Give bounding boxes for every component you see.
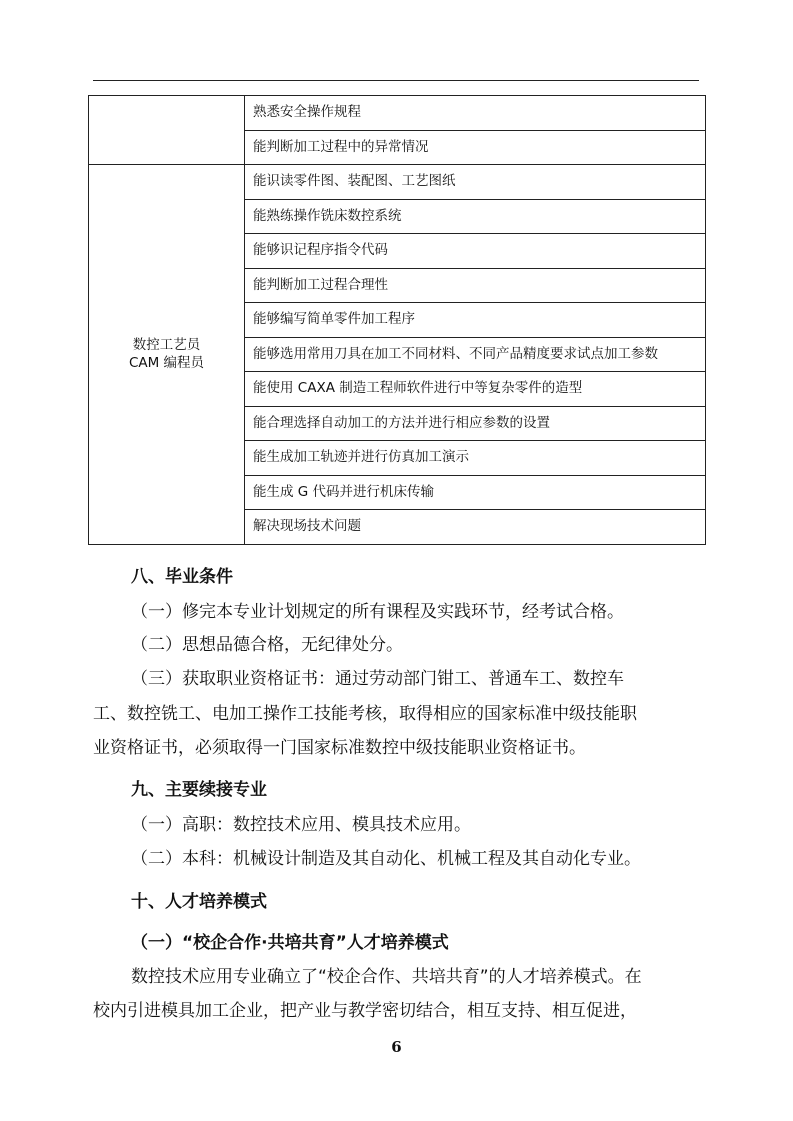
- role-cell: [89, 165, 245, 545]
- skill-cell: 解决现场技术问题: [245, 510, 706, 545]
- skill-cell: 能合理选择自动加工的方法并进行相应参数的设置: [245, 406, 706, 441]
- section9-paragraph-2: （二）本科：机械设计制造及其自动化、机械工程及其自动化专业。: [131, 849, 641, 869]
- skill-cell: 能生成 G 代码并进行机床传输: [245, 475, 706, 510]
- section8-paragraph-3-line1: （三）获取职业资格证书：通过劳动部门钳工、普通车工、数控车: [131, 669, 624, 689]
- skill-cell: 能够识记程序指令代码: [245, 234, 706, 269]
- header-rule: [93, 80, 699, 81]
- section9-paragraph-1: （一）高职：数控技术应用、模具技术应用。: [131, 815, 471, 835]
- table-row: [89, 96, 706, 131]
- skill-cell: 能识读零件图、装配图、工艺图纸: [245, 165, 706, 200]
- skills-table: [88, 95, 706, 545]
- section10-heading: 十、人才培养模式: [131, 892, 267, 912]
- section8-paragraph-3-line3: 业资格证书，必须取得一门国家标准数控中级技能职业资格证书。: [93, 738, 586, 758]
- section8-heading: 八、毕业条件: [131, 567, 233, 587]
- section9-heading: 九、主要续接专业: [131, 780, 267, 800]
- section10-paragraph-1-line2: 校内引进模具加工企业，把产业与教学密切结合，相互支持、相互促进，: [93, 1001, 637, 1021]
- skill-cell: 能熟练操作铣床数控系统: [245, 199, 706, 234]
- skill-cell: 能够选用常用刀具在加工不同材料、不同产品精度要求试点加工参数: [245, 337, 706, 372]
- page-number: 6: [391, 1038, 402, 1056]
- role-label-line2: CAM 编程员: [128, 355, 205, 372]
- section10-subheading: （一）“校企合作·共培共育”人才培养模式: [131, 933, 449, 953]
- skill-cell: 能够编写简单零件加工程序: [245, 303, 706, 338]
- skill-cell: 能判断加工过程合理性: [245, 268, 706, 303]
- skill-cell: 能判断加工过程中的异常情况: [245, 130, 706, 165]
- role-label-line1: 数控工艺员: [132, 337, 201, 354]
- skill-cell: 熟悉安全操作规程: [245, 96, 706, 131]
- section8-paragraph-3-line2: 工、数控铣工、电加工操作工技能考核，取得相应的国家标准中级技能职: [93, 704, 637, 724]
- role-cell: [89, 96, 245, 165]
- skill-cell: 能生成加工轨迹并进行仿真加工演示: [245, 441, 706, 476]
- section10-paragraph-1-line1: 数控技术应用专业确立了“校企合作、共培共育”的人才培养模式。在: [131, 967, 642, 987]
- section8-paragraph-1: （一）修完本专业计划规定的所有课程及实践环节，经考试合格。: [131, 602, 624, 622]
- section8-paragraph-2: （二）思想品德合格，无纪律处分。: [131, 635, 403, 655]
- skill-cell: 能使用 CAXA 制造工程师软件进行中等复杂零件的造型: [245, 372, 706, 407]
- table-row: [89, 165, 706, 200]
